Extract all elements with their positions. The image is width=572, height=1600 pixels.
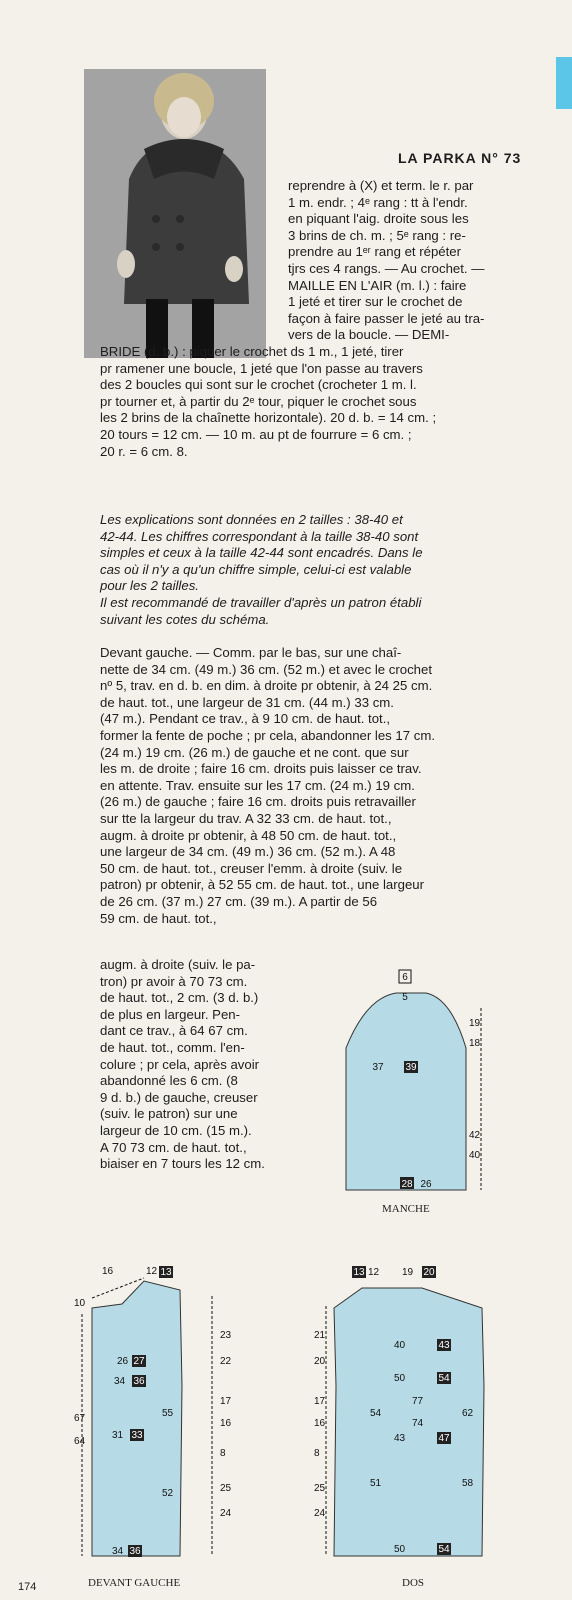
dos-top1: 12: [368, 1267, 380, 1278]
devant-neck2: 12: [146, 1266, 158, 1277]
intro-wide-lines-line: BRIDE (d. b.) : piquer le crochet ds 1 m., 1 jeté, tirer: [100, 344, 404, 359]
intro-wide-lines-line: 20 tours = 12 cm. — 10 m. au pt de fourrure = 6 cm. ;: [100, 426, 412, 442]
devant-shoulder-h: 10: [74, 1298, 86, 1309]
dos-l4-box: 25: [314, 1483, 326, 1494]
dos-w2: 50: [394, 1373, 406, 1384]
devant-neck2-box: 13: [160, 1267, 172, 1278]
intro-lines-line: 3 brins de ch. m. ; 5ᵉ rang : re-: [288, 227, 466, 243]
devant-len-box: 67: [74, 1413, 86, 1424]
manche-len: 40: [469, 1150, 481, 1161]
model-photo: [84, 69, 266, 358]
dos-h3: 58: [462, 1478, 474, 1489]
intro-wide-lines-line: pr tourner et, à partir du 2ᵉ tour, piquer le crochet sous: [100, 393, 417, 409]
devant-s2: 8: [220, 1448, 226, 1459]
intro-wide-lines-line: les 2 brins de la chaînette horizontale). 20 d. b. = 14 cm. ;: [100, 410, 437, 426]
dos-top2: 19: [402, 1267, 414, 1278]
intro-lines-line: reprendre à (X) et term. le r. par: [288, 178, 474, 193]
devant-arm-box: 23: [220, 1330, 232, 1341]
note-lines-line: 42-44. Les chiffres correspondant à la taille 38-40 sont: [100, 528, 419, 544]
devant-lines-line: nº 5, trav. en d. b. en dim. à droite pr obtenir, à 24 25 cm.: [100, 678, 433, 694]
devant-w2-box: 36: [133, 1376, 145, 1387]
intro-lines-line: 1 m. endr. ; 4ᵉ rang : tt à l'endr.: [288, 194, 468, 210]
dos-w1-box: 43: [438, 1340, 450, 1351]
devant-narrow-lines-line: largeur de 10 cm. (15 m.).: [100, 1122, 252, 1138]
devant-lines-line: (26 m.) de gauche ; faire 16 cm. droits puis retravailler: [100, 794, 416, 810]
manche-diagram: [326, 968, 496, 1198]
devant-lines-line: en attente. Trav. ensuite sur les 17 cm. (24 m.) 19 cm.: [100, 777, 415, 793]
manche-cap-h-box: 19: [469, 1018, 481, 1029]
intro-wide-lines-line: 20 r. = 6 cm. 8.: [100, 443, 188, 459]
note-lines-line: suivant les cotes du schéma.: [100, 611, 270, 627]
devant-narrow-lines-line: biaiser en 7 tours les 12 cm.: [100, 1156, 265, 1172]
dos-h1-box: 54: [370, 1408, 382, 1419]
devant-diagram: [72, 1266, 242, 1578]
manche-top-box: 6: [402, 972, 408, 983]
devant-s3: 24: [220, 1508, 232, 1519]
devant-s3-box: 25: [220, 1483, 232, 1494]
dos-l3: 8: [314, 1448, 320, 1459]
devant-w1-box: 27: [133, 1356, 145, 1367]
dos-w3: 43: [394, 1433, 406, 1444]
intro-lines-line: tjrs ces 4 rangs. — Au crochet. —: [288, 260, 485, 276]
devant-narrow-lines-line: 9 d. b.) de gauche, creuser: [100, 1089, 258, 1105]
devant-neck: 16: [102, 1266, 114, 1277]
dos-w1: 40: [394, 1340, 406, 1351]
devant-w2: 34: [114, 1376, 126, 1387]
note-lines-line: simples et ceux à la taille 42-44 sont encadrés. Dans le: [100, 545, 423, 561]
manche-width: 37: [372, 1062, 384, 1073]
devant-lines-line: Devant gauche. — Comm. par le bas, sur une chaî-: [100, 645, 402, 660]
note-lines-line: Il est recommandé de travailler d'après un patron établi: [100, 594, 422, 610]
page-title: LA PARKA N° 73: [398, 150, 522, 166]
intro-lines-line: vers de la boucle. — DEMI-: [288, 327, 450, 343]
devant-lines-line: (24 m.) 19 cm. (26 m.) de gauche et ne cont. que sur: [100, 744, 409, 760]
manche-bottom: 26: [420, 1179, 432, 1190]
devant-lines-line: patron) pr obtenir, à 52 55 cm. de haut. tot., une largeur: [100, 877, 425, 893]
dos-diagram: [312, 1266, 502, 1578]
section-tab: [556, 57, 572, 109]
devant-w4-box: 36: [129, 1546, 141, 1557]
devant-narrow-lines-line: A 70 73 cm. de haut. tot.,: [100, 1139, 247, 1155]
dos-l1-box: 21: [314, 1330, 326, 1341]
devant-narrow-lines-line: de haut. tot., 2 cm. (3 d. b.): [100, 990, 259, 1006]
devant-arm: 22: [220, 1356, 232, 1367]
devant-instructions-continued: [100, 957, 265, 1173]
devant-narrow-lines-line: dant ce trav., à 64 67 cm.: [100, 1023, 248, 1039]
page-number: 174: [18, 1581, 37, 1593]
devant-lines-line: sur tte la largeur du trav. A 32 33 cm. de haut. tot.,: [100, 810, 392, 826]
intro-text-wide: [100, 344, 436, 460]
devant-narrow-lines-line: de haut. tot., comm. l'en-: [100, 1039, 245, 1055]
dos-l1: 20: [314, 1356, 326, 1367]
devant-lines-line: 50 cm. de haut. tot., creuser l'emm. à droite (suiv. le: [100, 860, 403, 876]
dos-l2-box: 17: [314, 1396, 326, 1407]
dos-h3-box: 62: [462, 1408, 474, 1419]
devant-w4: 34: [112, 1546, 124, 1557]
devant-lines-line: les m. de droite ; faire 16 cm. droits puis laisser ce trav.: [100, 761, 422, 777]
devant-instructions: [100, 645, 435, 927]
intro-wide-lines-line: des 2 boucles qui sont sur le crochet (crocheter 1 m. l.: [100, 377, 417, 393]
manche-cap-h: 18: [469, 1038, 481, 1049]
intro-text: [288, 178, 484, 344]
devant-lines-line: augm. à droite pr obtenir, à 48 50 cm. de haut. tot.,: [100, 827, 397, 843]
intro-lines-line: MAILLE EN L'AIR (m. l.) : faire: [288, 277, 467, 293]
dos-h2-box: 77: [412, 1396, 424, 1407]
dos-w2-box: 54: [438, 1373, 450, 1384]
manche-len-box: 42: [469, 1130, 481, 1141]
dos-l4: 24: [314, 1508, 326, 1519]
manche-top: 5: [402, 992, 408, 1003]
dos-w4-box: 54: [438, 1544, 450, 1555]
devant-lines-line: de haut. tot., une largeur de 31 cm. (44 m.) 33 cm.: [100, 694, 394, 710]
devant-narrow-lines-line: de plus en largeur. Pen-: [100, 1006, 241, 1022]
devant-narrow-lines-line: tron) pr avoir à 70 73 cm.: [100, 973, 248, 989]
manche-width-box: 39: [405, 1062, 417, 1073]
intro-lines-line: prendre au 1ᵉʳ rang et répéter: [288, 244, 462, 260]
dos-h1: 51: [370, 1478, 382, 1489]
dos-top-box1: 13: [353, 1267, 365, 1278]
devant-s1-box: 17: [220, 1396, 232, 1407]
devant-lines-line: une largeur de 34 cm. (49 m.) 36 cm. (52 m.). A 48: [100, 844, 396, 860]
devant-narrow-lines-line: augm. à droite (suiv. le pa-: [100, 957, 256, 972]
devant-len: 64: [74, 1436, 86, 1447]
dos-w3-box: 47: [438, 1433, 450, 1444]
devant-lines-line: (47 m.). Pendant ce trav., à 9 10 cm. de haut. tot.,: [100, 711, 391, 727]
devant-narrow-lines-line: (suiv. le patron) sur une: [100, 1106, 238, 1122]
devant-narrow-lines-line: colure ; pr cela, après avoir: [100, 1056, 260, 1072]
dos-l2: 16: [314, 1418, 326, 1429]
note-lines-line: pour les 2 tailles.: [100, 578, 199, 594]
note-lines-line: Les explications sont données en 2 tailles : 38-40 et: [100, 512, 403, 527]
devant-s1: 16: [220, 1418, 232, 1429]
devant-narrow-lines-line: abandonné les 6 cm. (8: [100, 1073, 238, 1089]
dos-w4: 50: [394, 1544, 406, 1555]
devant-lines-line: nette de 34 cm. (49 m.) 36 cm. (52 m.) et avec le crochet: [100, 661, 433, 677]
devant-lines-line: 59 cm. de haut. tot.,: [100, 910, 217, 926]
size-note: [100, 512, 423, 628]
intro-lines-line: en piquant l'aig. droite sous les: [288, 211, 469, 227]
dos-caption: DOS: [402, 1577, 425, 1589]
devant-lines-line: former la fente de poche ; pr cela, abandonner les 17 cm.: [100, 727, 436, 743]
devant-side: 52: [162, 1488, 174, 1499]
devant-w3: 31: [112, 1430, 124, 1441]
intro-lines-line: 1 jeté et tirer sur le crochet de: [288, 294, 463, 310]
note-lines-line: cas où il n'y a qu'un chiffre simple, celui-ci est valable: [100, 561, 412, 577]
manche-caption: MANCHE: [382, 1203, 430, 1215]
devant-w3-box: 33: [131, 1430, 143, 1441]
devant-lines-line: de 26 cm. (37 m.) 27 cm. (39 m.). A partir de 56: [100, 893, 378, 909]
devant-caption: DEVANT GAUCHE: [88, 1577, 181, 1589]
manche-bottom-box: 28: [401, 1179, 413, 1190]
intro-lines-line: façon à faire passer le jeté au tra-: [288, 310, 485, 326]
devant-w1: 26: [117, 1356, 129, 1367]
dos-h2: 74: [412, 1418, 424, 1429]
intro-wide-lines-line: pr ramener une boucle, 1 jeté que l'on passe au travers: [100, 360, 423, 376]
dos-top2-box: 20: [423, 1267, 435, 1278]
devant-side-box: 55: [162, 1408, 174, 1419]
